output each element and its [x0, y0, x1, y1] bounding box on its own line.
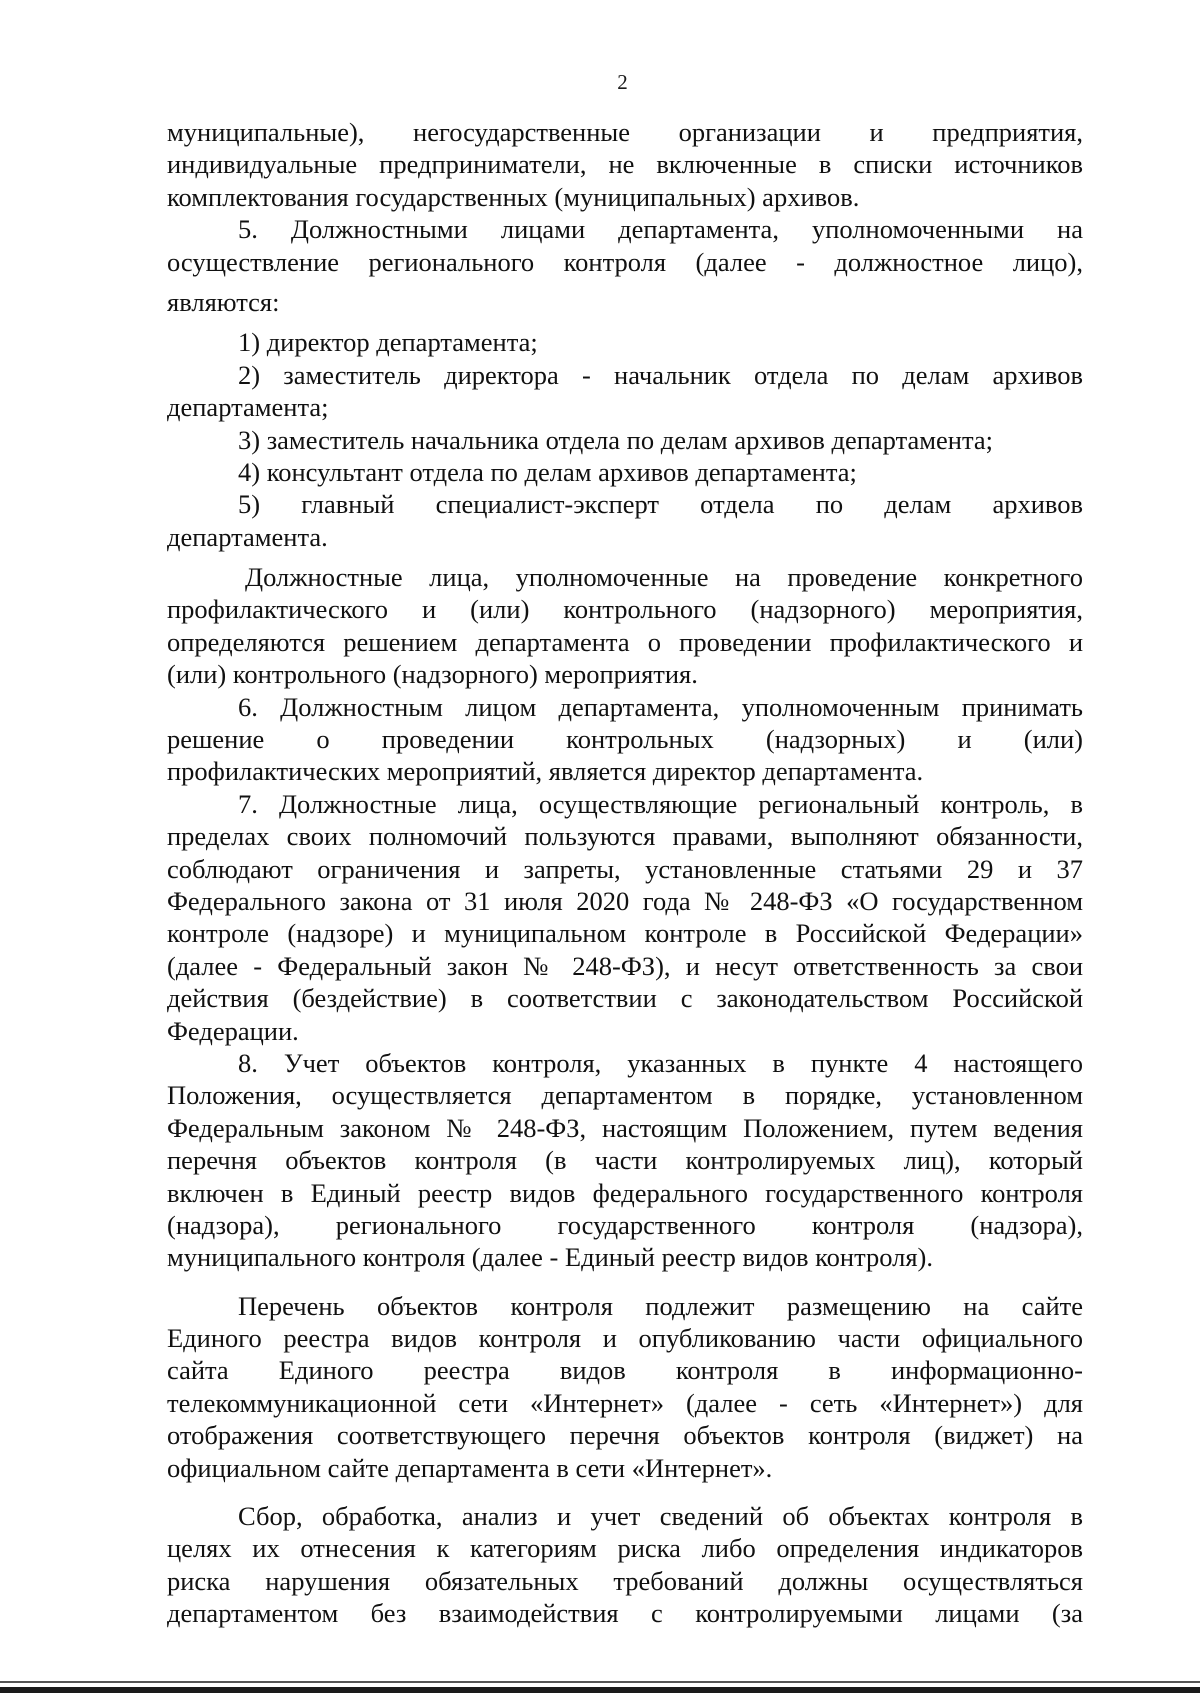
text-line: 3) заместитель начальника отдела по делам архивов департамента;	[238, 424, 993, 455]
text-line: перечня объектов контроля (в части контролируемых лиц), который	[167, 1145, 1083, 1176]
text-line: Федеральным законом № 248-ФЗ, настоящим Положением, путем ведения	[167, 1112, 1083, 1143]
scan-edge-line	[0, 1681, 1200, 1683]
text-line: Федерального закона от 31 июля 2020 года № 248-ФЗ «О государственном	[167, 885, 1083, 916]
text-line: риска нарушения обязательных требований должны осуществляться	[167, 1565, 1083, 1596]
text-line: Должностные лица, уполномоченные на проведение конкретного	[245, 562, 1083, 593]
text-line: 5. Должностными лицами департамента, уполномоченными на	[238, 214, 1083, 245]
text-line: соблюдают ограничения и запреты, установленные статьями 29 и 37	[167, 853, 1083, 884]
text-line: включен в Единый реестр видов федерального государственного контроля	[167, 1177, 1083, 1208]
text-line: 5) главный специалист-эксперт отдела по делам архивов	[238, 489, 1083, 520]
text-line: муниципального контроля (далее - Единый реестр видов контроля).	[167, 1242, 933, 1273]
text-line: комплектования государственных (муниципальных) архивов.	[167, 181, 860, 212]
text-line: Положения, осуществляется департаментом в порядке, установленном	[167, 1080, 1083, 1111]
text-line: (или) контрольного (надзорного) мероприятия.	[167, 659, 698, 690]
text-line: муниципальные), негосударственные организации и предприятия,	[167, 117, 1083, 147]
text-line: являются:	[167, 286, 280, 317]
text-line: контроле (надзоре) и муниципальном контроле в Российской Федерации»	[167, 918, 1083, 949]
text-line: Единого реестра видов контроля и опубликованию части официального	[167, 1323, 1083, 1354]
text-line: сайта Единого реестра видов контроля в информационно-	[167, 1355, 1083, 1386]
text-line: 2) заместитель директора - начальник отдела по делам архивов	[238, 359, 1083, 390]
text-line: Перечень объектов контроля подлежит размещению на сайте	[238, 1290, 1083, 1321]
text-line: департамента;	[167, 392, 329, 423]
text-line: 4) консультант отдела по делам архивов департамента;	[238, 456, 857, 487]
text-line: пределах своих полномочий пользуются правами, выполняют обязанности,	[167, 821, 1083, 852]
text-line: решение о проведении контрольных (надзорных) и (или)	[167, 724, 1083, 755]
text-line: 6. Должностным лицом департамента, уполномоченным принимать	[238, 691, 1083, 722]
text-line: осуществление регионального контроля (далее - должностное лицо),	[167, 246, 1083, 277]
text-line: официальном сайте департамента в сети «Интернет».	[167, 1452, 773, 1483]
document-body	[167, 116, 1083, 1630]
text-line: действия (бездействие) в соответствии с законодательством Российской	[167, 983, 1083, 1014]
text-line: телекоммуникационной сети «Интернет» (далее - сеть «Интернет») для	[167, 1387, 1083, 1418]
text-line: (далее - Федеральный закон № 248-ФЗ), и несут ответственность за свои	[167, 950, 1083, 981]
page-number: 2	[617, 70, 628, 94]
text-line: 8. Учет объектов контроля, указанных в пункте 4 настоящего	[238, 1047, 1083, 1078]
text-line: департамента.	[167, 521, 328, 552]
text-line: определяются решением департамента о проведении профилактического и	[167, 626, 1083, 657]
text-line: индивидуальные предприниматели, не включенные в списки источников	[167, 149, 1083, 180]
text-line: профилактических мероприятий, является директор департамента.	[167, 756, 924, 787]
text-line: 1) директор департамента;	[238, 327, 538, 358]
text-line: (надзора), регионального государственного контроля (надзора),	[167, 1209, 1083, 1240]
scan-bottom-border	[0, 1687, 1200, 1693]
text-line: Федерации.	[167, 1015, 299, 1046]
text-line: Сбор, обработка, анализ и учет сведений об объектах контроля в	[238, 1501, 1083, 1532]
text-line: отображения соответствующего перечня объектов контроля (виджет) на	[167, 1420, 1083, 1451]
text-line: 7. Должностные лица, осуществляющие региональный контроль, в	[238, 788, 1083, 819]
text-line: профилактического и (или) контрольного (надзорного) мероприятия,	[167, 594, 1083, 625]
text-line: департаментом без взаимодействия с контролируемыми лицами (за	[167, 1598, 1083, 1629]
text-line: целях их отнесения к категориям риска либо определения индикаторов	[167, 1533, 1083, 1564]
